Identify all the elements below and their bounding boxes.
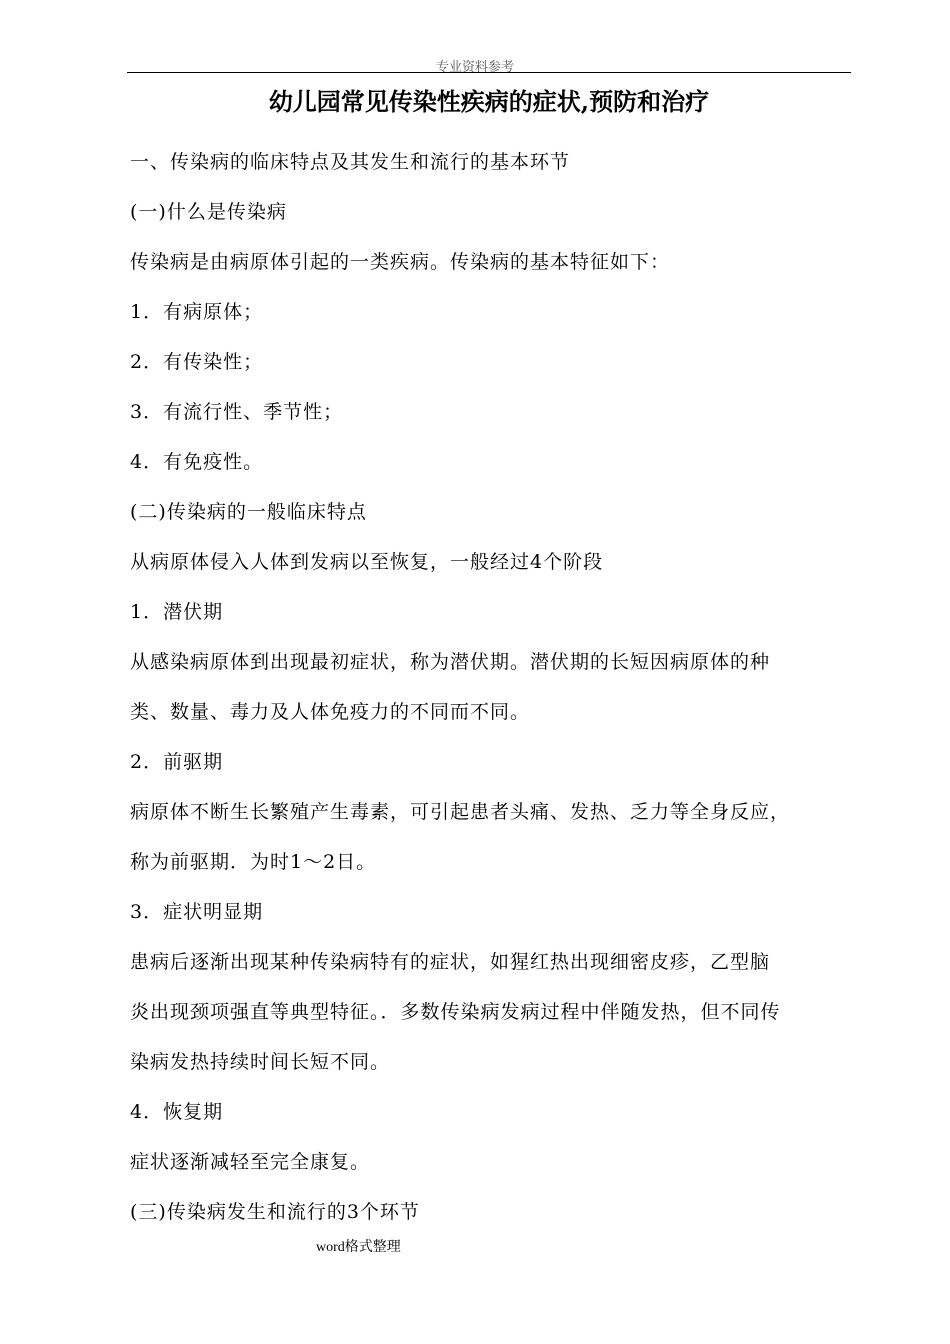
list-item: 4．有免疫性。 — [130, 451, 264, 473]
stage-heading: 2．前驱期 — [130, 751, 224, 773]
stage-heading: 3．症状明显期 — [130, 901, 264, 923]
document-title: 幼儿园常见传染性疾病的症状,预防和治疗 — [268, 87, 710, 116]
subsection-heading-1: (一)什么是传染病 — [130, 201, 287, 223]
page-footer: word格式整理 — [316, 1240, 401, 1255]
body-paragraph: 传染病是由病原体引起的一类疾病。传染病的基本特征如下： — [130, 251, 671, 273]
document-body — [130, 137, 850, 1237]
list-item: 3．有流行性、季节性； — [130, 401, 344, 423]
body-paragraph: 病原体不断生长繁殖产生毒素，可引起患者头痛、发热、乏力等全身反应， — [130, 801, 791, 823]
subsection-heading-3: (三)传染病发生和流行的3个环节 — [130, 1201, 420, 1223]
page-header: 专业资料参考 — [435, 60, 514, 75]
header-divider — [127, 72, 851, 73]
body-paragraph: 从感染病原体到出现最初症状，称为潜伏期。潜伏期的长短因病原体的种 — [130, 651, 771, 673]
stage-heading: 1．潜伏期 — [130, 601, 224, 623]
body-paragraph: 从病原体侵入人体到发病以至恢复，一般经过4个阶段 — [130, 551, 604, 573]
list-item: 2．有传染性； — [130, 351, 264, 373]
body-paragraph: 症状逐渐减轻至完全康复。 — [130, 1151, 371, 1173]
body-paragraph: 类、数量、毒力及人体免疫力的不同而不同。 — [130, 701, 531, 723]
body-paragraph: 称为前驱期．为时1～2日。 — [130, 851, 377, 873]
body-paragraph: 染病发热持续时间长短不同。 — [130, 1051, 391, 1073]
list-item: 1．有病原体； — [130, 301, 264, 323]
body-paragraph: 炎出现颈项强直等典型特征。．多数传染病发病过程中伴随发热，但不同传 — [130, 1001, 781, 1023]
body-paragraph: 患病后逐渐出现某种传染病特有的症状，如猩红热出现细密皮疹，乙型脑 — [130, 951, 771, 973]
stage-heading: 4．恢复期 — [130, 1101, 224, 1123]
section-heading-1: 一、传染病的临床特点及其发生和流行的基本环节 — [130, 151, 571, 173]
subsection-heading-2: (二)传染病的一般临床特点 — [130, 501, 367, 523]
